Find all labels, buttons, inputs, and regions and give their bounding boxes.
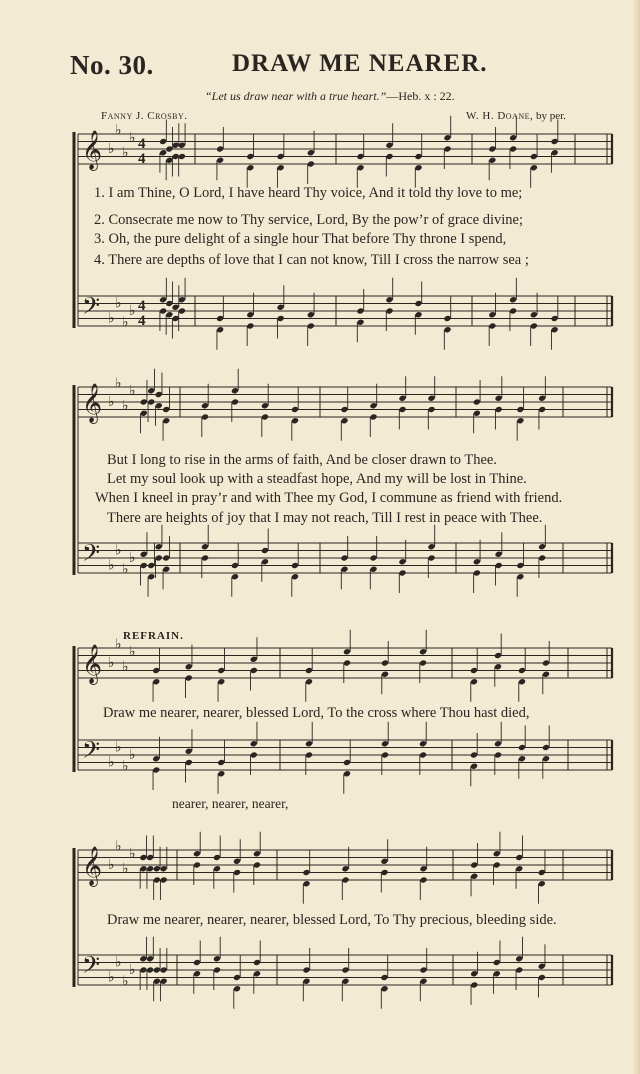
treble-clef: 𝄞 — [82, 130, 103, 170]
verse-3-line-1: 3. Oh, the pure delight of a single hour That before Thy throne I spend, — [94, 231, 507, 247]
flat-sign: ♭ — [129, 382, 136, 399]
epigraph — [205, 89, 455, 104]
flat-sign: ♭ — [115, 295, 122, 312]
time-signature-top: 4 — [138, 136, 146, 152]
refrain-bass-echo: nearer, nearer, nearer, — [172, 796, 289, 811]
flat-sign: ♭ — [129, 845, 136, 862]
verse-3-line-2: When I kneel in pray’r and with Thee my God, I commune as friend with friend. — [95, 490, 563, 506]
flat-sign: ♭ — [115, 954, 122, 971]
refrain-line-1: Draw me nearer, nearer, blessed Lord, To the cross where Thou hast died, — [103, 705, 530, 721]
verse-1-line-1: 1. I am Thine, O Lord, I have heard Thy voice, And it told thy love to me; — [94, 185, 523, 201]
time-signature-top: 4 — [138, 298, 146, 314]
flat-sign: ♭ — [108, 754, 115, 771]
flat-sign: ♭ — [115, 739, 122, 756]
composer-note: by per. — [533, 110, 566, 122]
hymn-number: No. 30. — [70, 50, 154, 80]
flat-sign: ♭ — [122, 561, 129, 578]
verse-1-line-2: But I long to rise in the arms of faith, And be closer drawn to Thee. — [107, 452, 497, 468]
verse-4-line-1: 4. There are depths of love that I can not know, Till I cross the narrow sea ; — [94, 252, 529, 268]
flat-sign: ♭ — [108, 557, 115, 574]
hymn-title: DRAW ME NEARER. — [232, 50, 488, 77]
time-signature-bottom: 4 — [138, 313, 146, 329]
bass-clef: 𝄢 — [82, 292, 101, 325]
flat-sign: ♭ — [129, 643, 136, 660]
flat-sign: ♭ — [108, 655, 115, 671]
bass-clef: 𝄢 — [82, 951, 101, 984]
flat-sign: ♭ — [129, 962, 136, 978]
epigraph-reference: —Heb. x : 22. — [386, 89, 455, 103]
treble-clef: 𝄞 — [82, 383, 103, 423]
verse-2-line-2: Let my soul look up with a steadfast hope, And my will be lost in Thine. — [107, 471, 527, 487]
bass-clef: 𝄢 — [82, 736, 101, 769]
flat-sign: ♭ — [108, 310, 115, 327]
refrain-line-2: Draw me nearer, nearer, nearer, blessed Lord, To Thy precious, bleeding side. — [107, 912, 557, 928]
verse-2-line-1: 2. Consecrate me now to Thy service, Lord, By the pow’r of grace divine; — [94, 212, 523, 228]
flat-sign: ♭ — [122, 973, 129, 990]
flat-sign: ♭ — [122, 758, 129, 775]
flat-sign: ♭ — [122, 397, 129, 414]
flat-sign: ♭ — [129, 550, 136, 566]
flat-sign: ♭ — [108, 394, 115, 410]
flat-sign: ♭ — [115, 122, 122, 139]
verse-4-line-2: There are heights of joy that I may not reach, Till I rest in peace with Thee. — [107, 510, 543, 526]
flat-sign: ♭ — [115, 542, 122, 559]
bass-clef: 𝄢 — [82, 539, 101, 572]
flat-sign: ♭ — [108, 857, 115, 873]
flat-sign: ♭ — [122, 658, 129, 675]
flat-sign: ♭ — [122, 144, 129, 161]
flat-sign: ♭ — [122, 860, 129, 877]
treble-clef: 𝄞 — [82, 846, 103, 886]
author-credit: Fanny J. Crosby. — [101, 110, 188, 122]
flat-sign: ♭ — [115, 375, 122, 392]
flat-sign: ♭ — [129, 303, 136, 319]
flat-sign: ♭ — [108, 969, 115, 986]
flat-sign: ♭ — [108, 141, 115, 157]
composer-name: W. H. Doane, — [466, 110, 534, 122]
time-signature-bottom: 4 — [138, 151, 146, 167]
epigraph-quote: “Let us draw near with a true heart.” — [205, 89, 387, 103]
flat-sign: ♭ — [122, 314, 129, 331]
flat-sign: ♭ — [129, 747, 136, 763]
flat-sign: ♭ — [115, 838, 122, 855]
treble-clef: 𝄞 — [82, 644, 103, 684]
page-edge — [634, 0, 640, 1074]
composer-credit — [466, 110, 566, 122]
refrain-label: REFRAIN. — [123, 630, 184, 642]
flat-sign: ♭ — [115, 636, 122, 653]
flat-sign: ♭ — [129, 129, 136, 146]
